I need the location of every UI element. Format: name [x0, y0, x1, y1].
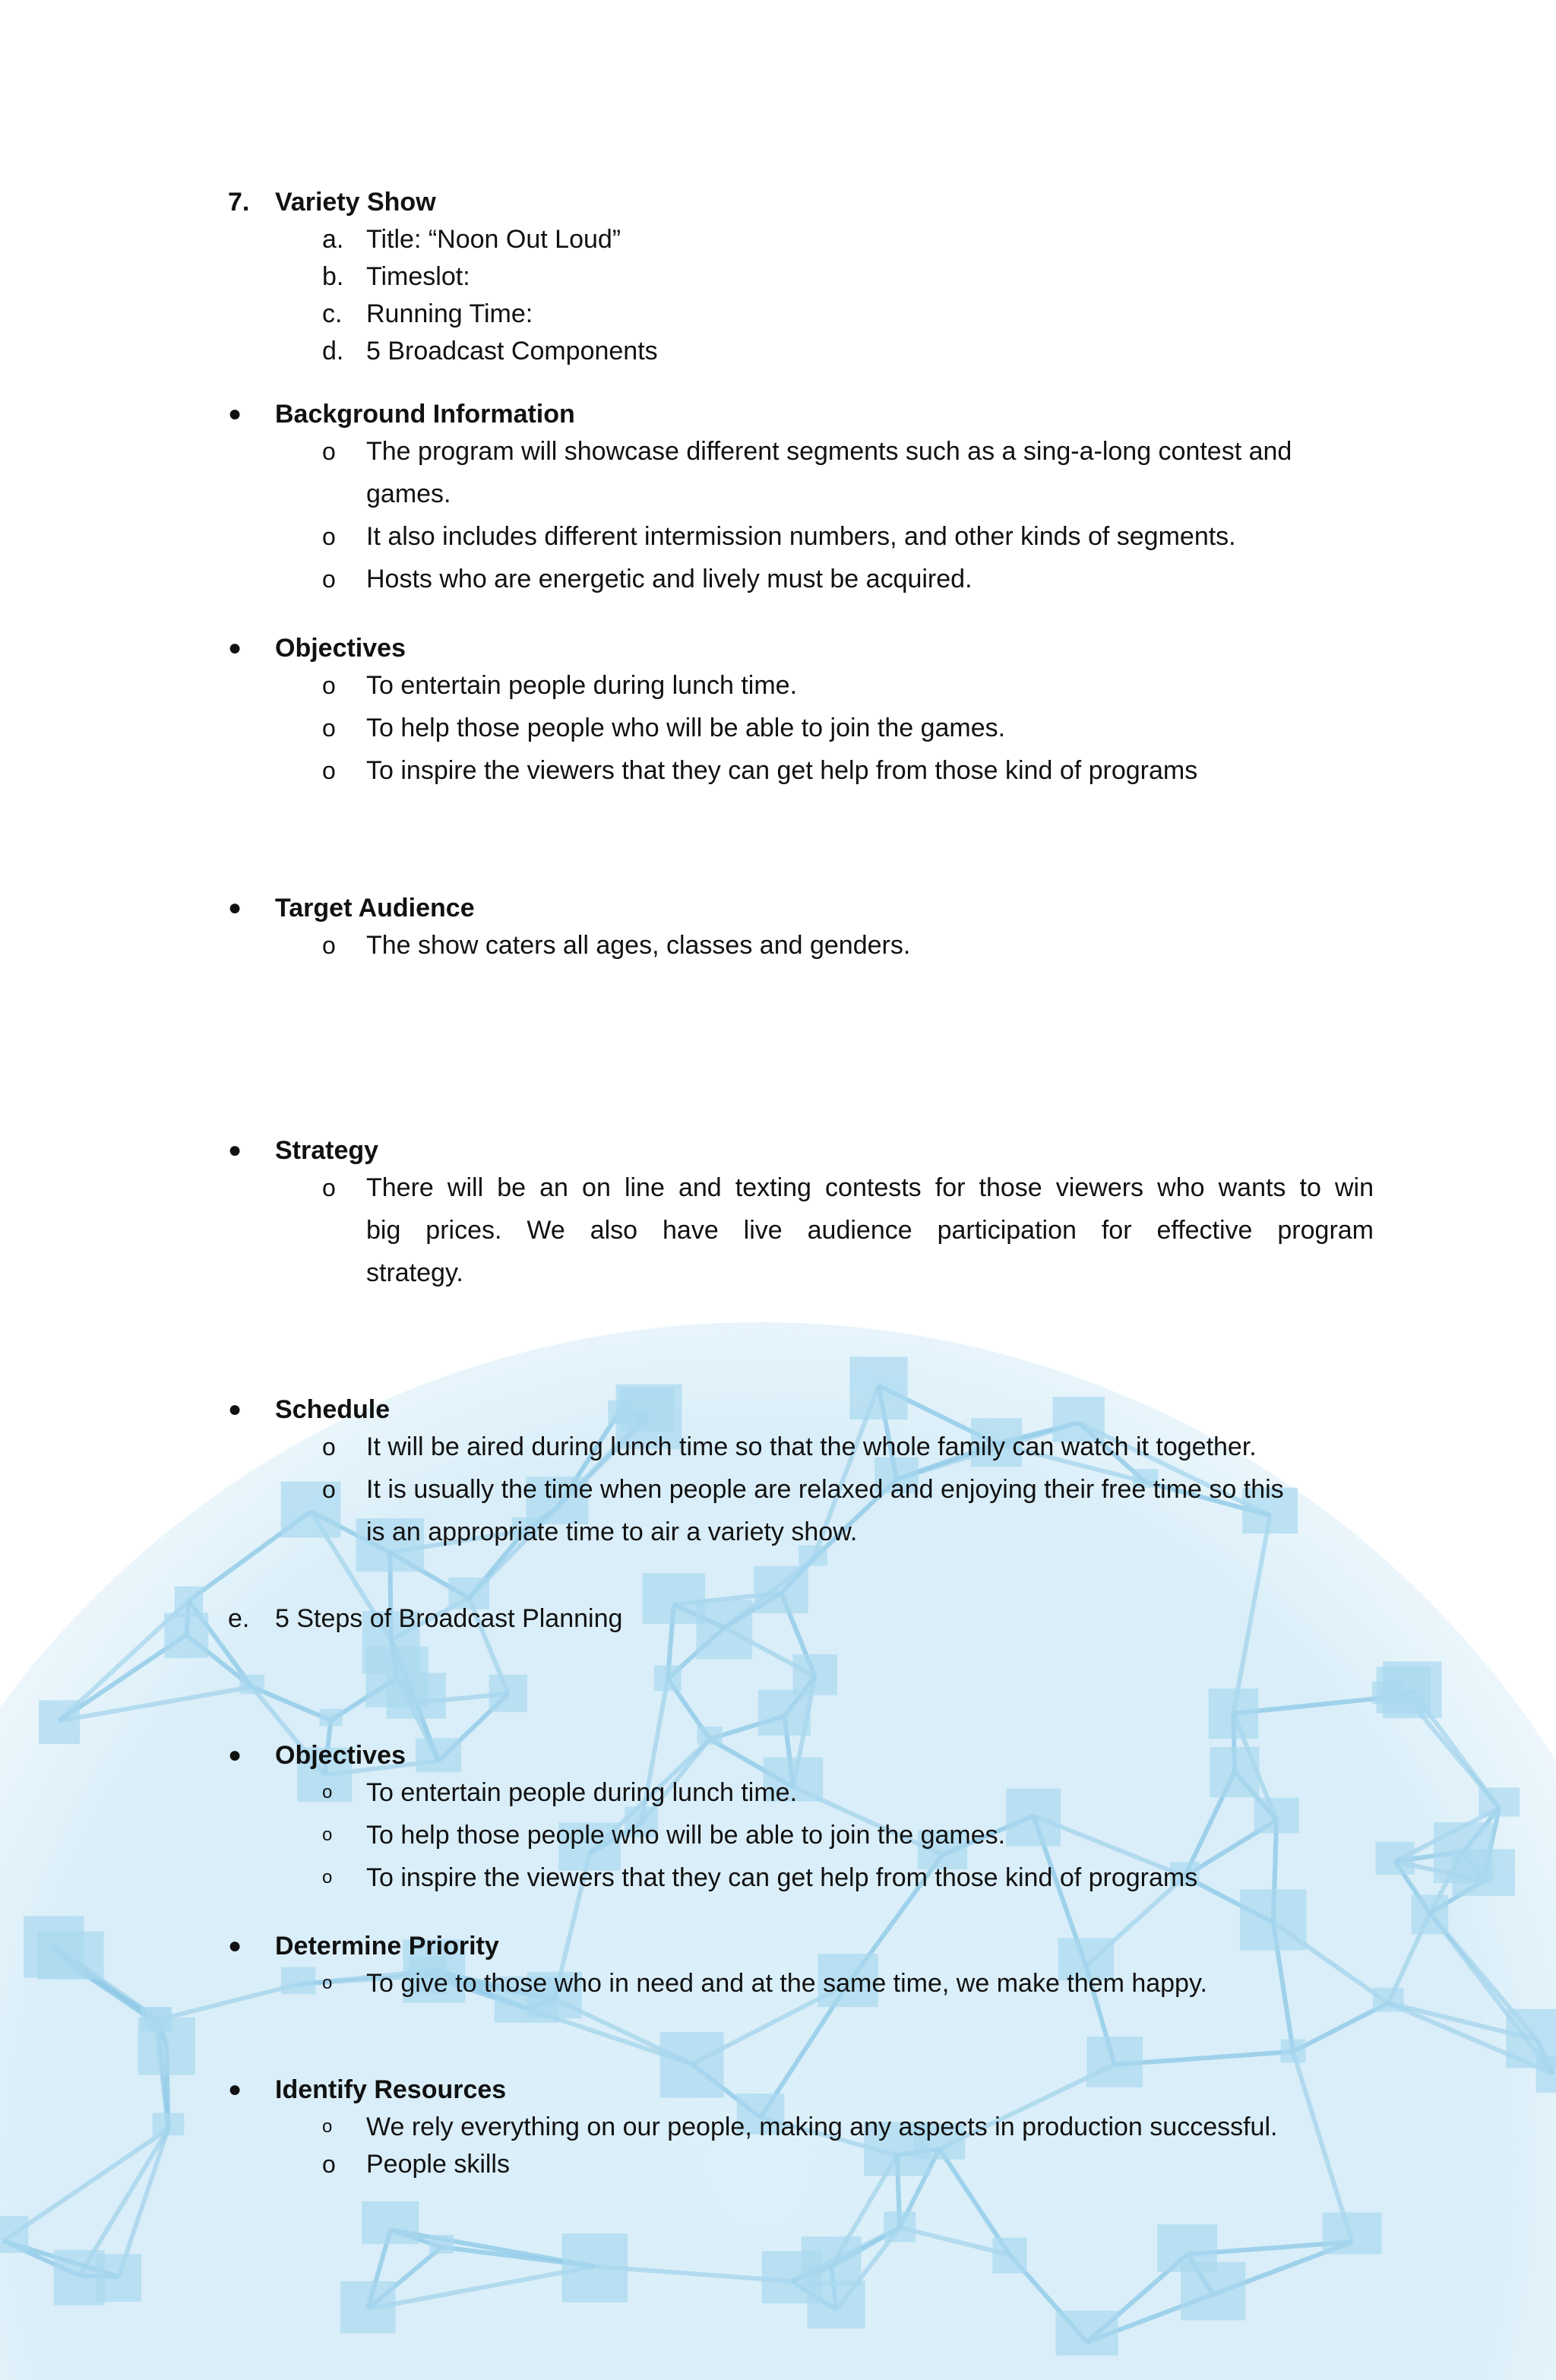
- list-marker: a.: [322, 225, 344, 254]
- bullet-icon: ●: [228, 1742, 242, 1768]
- circle-bullet-icon: o: [322, 523, 336, 550]
- list-item: The show caters all ages, classes and genders.: [366, 931, 911, 960]
- list-item: It is usually the time when people are relaxed and enjoying their free time so this: [366, 1475, 1284, 1504]
- circle-bullet-icon: o: [322, 757, 336, 784]
- list-item: People skills: [366, 2150, 510, 2179]
- section-heading: Determine Priority: [275, 1932, 499, 1961]
- paragraph-line: big prices. We also have live audience participation for effective program: [366, 1216, 1374, 1245]
- paragraph-line: There will be an on line and texting contests for those viewers who wants to win: [366, 1173, 1374, 1202]
- circle-bullet-icon: o: [322, 438, 336, 465]
- bullet-icon: ●: [228, 1138, 242, 1163]
- circle-bullet-icon: o: [322, 932, 336, 959]
- list-marker: e.: [228, 1604, 250, 1633]
- list-item: To give to those who in need and at the same time, we make them happy.: [366, 1969, 1207, 1998]
- list-marker: d.: [322, 337, 344, 366]
- list-item: To inspire the viewers that they can get help from those kind of programs: [366, 756, 1198, 785]
- bullet-icon: ●: [228, 895, 242, 920]
- circle-bullet-icon: o: [322, 672, 336, 699]
- circle-bullet-icon: o: [322, 1782, 333, 1802]
- list-item: It will be aired during lunch time so that the whole family can watch it together.: [366, 1432, 1257, 1461]
- bullet-icon: ●: [228, 635, 242, 660]
- list-item: To help those people who will be able to join the games.: [366, 1821, 1006, 1850]
- list-item: To help those people who will be able to join the games.: [366, 714, 1006, 742]
- bullet-icon: ●: [228, 401, 242, 426]
- section-title: Variety Show: [275, 188, 436, 217]
- step-heading: 5 Steps of Broadcast Planning: [275, 1604, 623, 1633]
- section-heading: Objectives: [275, 1741, 406, 1770]
- circle-bullet-icon: o: [322, 1476, 336, 1503]
- list-item: To inspire the viewers that they can get help from those kind of programs: [366, 1863, 1198, 1892]
- bullet-icon: ●: [228, 1933, 242, 1958]
- circle-bullet-icon: o: [322, 714, 336, 742]
- circle-bullet-icon: o: [322, 1174, 336, 1201]
- list-item: We rely everything on our people, making any aspects in production successful.: [366, 2113, 1278, 2141]
- list-item: It also includes different intermission numbers, and other kinds of segments.: [366, 522, 1236, 551]
- list-marker: b.: [322, 262, 344, 291]
- circle-bullet-icon: o: [322, 2116, 333, 2137]
- circle-bullet-icon: o: [322, 1825, 333, 1845]
- section-heading: Background Information: [275, 400, 575, 429]
- circle-bullet-icon: o: [322, 1867, 333, 1888]
- circle-bullet-icon: o: [322, 2151, 336, 2178]
- section-heading: Strategy: [275, 1136, 379, 1165]
- bullet-icon: ●: [228, 2077, 242, 2102]
- section-heading: Objectives: [275, 634, 406, 663]
- section-heading: Identify Resources: [275, 2075, 507, 2104]
- list-item: To entertain people during lunch time.: [366, 1778, 798, 1807]
- circle-bullet-icon: o: [322, 1433, 336, 1461]
- list-item: Title: “Noon Out Loud”: [366, 225, 621, 254]
- list-item-continuation: games.: [366, 479, 451, 508]
- list-item: Running Time:: [366, 299, 533, 328]
- list-item-continuation: is an appropriate time to air a variety show.: [366, 1518, 858, 1546]
- section-heading: Target Audience: [275, 894, 475, 923]
- circle-bullet-icon: o: [322, 565, 336, 593]
- list-item: Hosts who are energetic and lively must be acquired.: [366, 565, 972, 593]
- list-item: 5 Broadcast Components: [366, 337, 658, 366]
- section-number: 7.: [228, 188, 250, 217]
- section-heading: Schedule: [275, 1395, 391, 1424]
- paragraph-line: strategy.: [366, 1258, 463, 1287]
- list-item: Timeslot:: [366, 262, 470, 291]
- list-item: The program will showcase different segments such as a sing-a-long contest and: [366, 437, 1292, 466]
- circle-bullet-icon: o: [322, 1973, 333, 1993]
- bullet-icon: ●: [228, 1397, 242, 1422]
- list-marker: c.: [322, 299, 343, 328]
- list-item: To entertain people during lunch time.: [366, 671, 798, 700]
